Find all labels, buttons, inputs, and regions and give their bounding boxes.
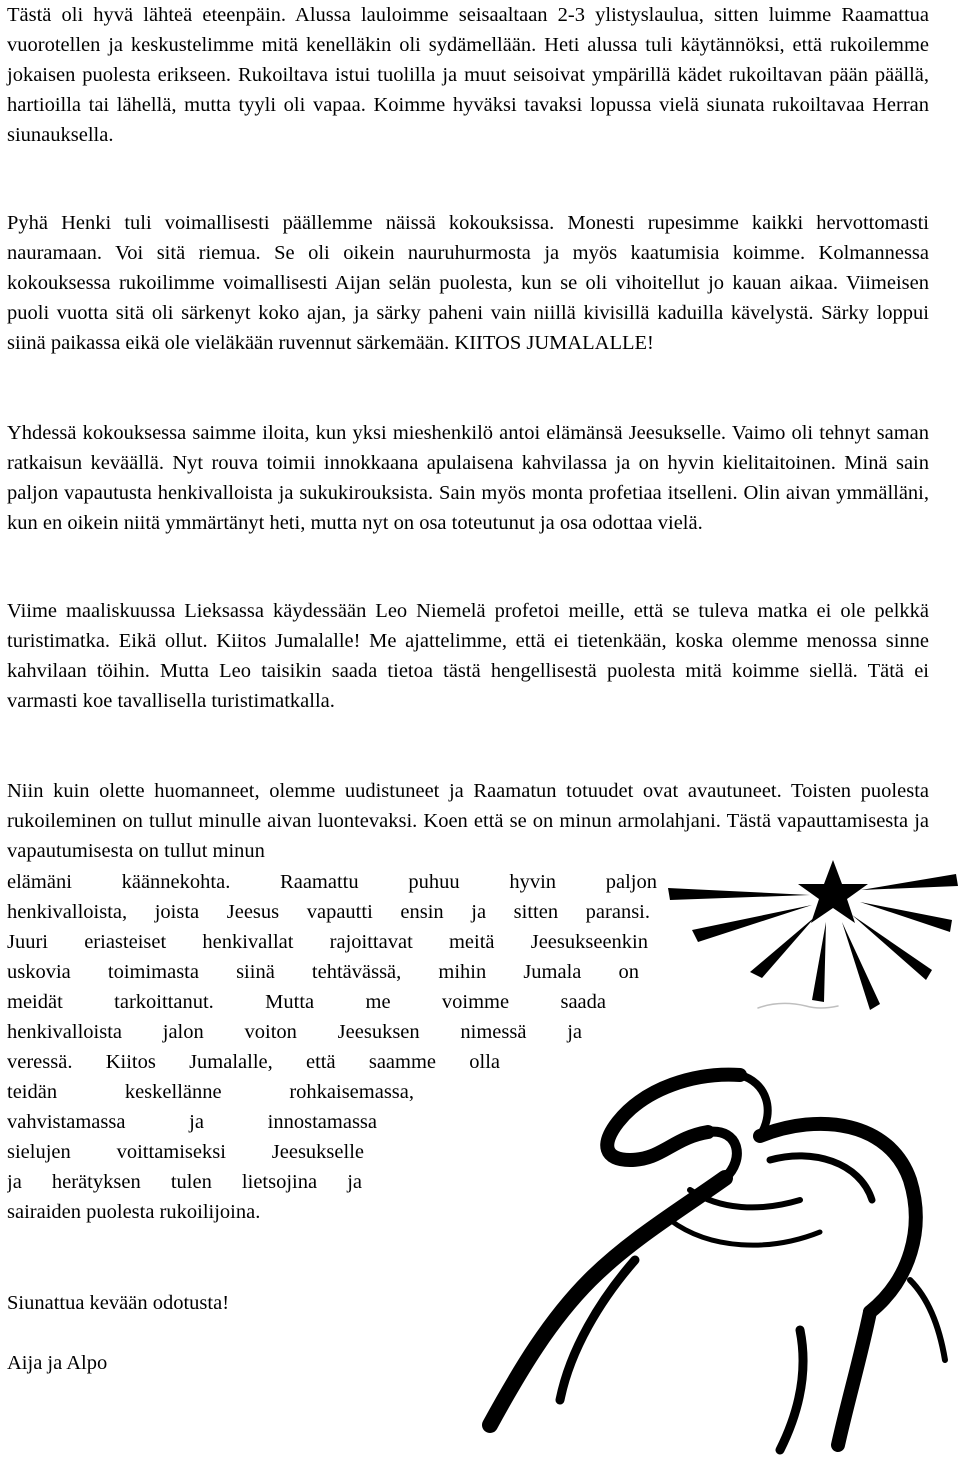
paragraph-holy-spirit: Pyhä Henki tuli voimallisesti päällemme näissä kokouksissa. Monesti rupesimme kaikki hervottomasti nauramaan. Voi sitä riemua. Se oli oikein nauruhurmosta ja myös kaatumisia koimme. Kolmannessa kokouksessa rukoilimme voimallisesti Aijan selän puolesta, kun se oli vihoitellut jo kauan aikaa. Viimeisen puoli vuotta sitä oli särkenyt koko ajan, ja särky paheni vain niillä kivisillä kaduilla kävelystä. Särky loppui siinä paikassa eikä ole vieläkään ruvennut särkemään. KIITOS JUMALALLE! [7, 212, 929, 354]
text-line: teidän keskellänne rohkaisemassa, [7, 1081, 414, 1103]
paragraph-prophecy: Viime maaliskuussa Lieksassa käydessään Leo Niemelä profetoi meille, että se tuleva matka ei ole pelkkä turistimatka. Eikä ollut. Kiitos Jumalalle! Me ajattelimme, että ei tietenkään, koska olemme menossa sinne kahvilaan töihin. Mutta Leo taisikin saada tietoa tästä hengellisestä puolesta mitä koimme siellä. Tätä ei varmasti koe tavallisella turistimatkalla. [7, 600, 929, 712]
text-line: henkivalloista, joista Jeesus vapautti ensin ja sitten paransi. [7, 901, 650, 923]
text-line: sairaiden puolesta rukoilijoina. [7, 1201, 261, 1223]
greeting: Siunattua kevään odotusta! [7, 1292, 230, 1314]
text-line: veressä. Kiitos Jumalalle, että saamme olla [7, 1051, 500, 1073]
star-icon [668, 860, 958, 1010]
text-line: elämäni käännekohta. Raamattu puhuu hyvin paljon [7, 871, 657, 893]
text-line: ja herätyksen tulen lietsojina ja [7, 1171, 362, 1193]
text-line: Juuri eriasteiset henkivallat rajoittavat meitä Jeesukseenkin [7, 931, 648, 953]
signature: Aija ja Alpo [7, 1352, 108, 1374]
star-and-camel-icon [440, 860, 960, 1465]
text-line: uskovia toimimasta siinä tehtävässä, mihin Jumala on [7, 961, 639, 983]
text-line: henkivalloista jalon voiton Jeesuksen nimessä ja [7, 1021, 582, 1043]
text-line: sielujen voittamiseksi Jeesukselle [7, 1141, 364, 1163]
paragraph-renewal: Niin kuin olette huomanneet, olemme uudistuneet ja Raamatun totuudet ovat avautuneet. Toisten puolesta rukoileminen on tullut minulle aivan luontevaksi. Koen että se on minun armolahjani. Tästä vapauttamisesta ja vapautumisesta on tullut minun [7, 780, 929, 862]
paragraph-meetings: Tästä oli hyvä lähteä eteenpäin. Alussa lauloimme seisaaltaan 2-3 ylistyslaulua, sitten luimme Raamattua vuorotellen ja keskustelimme mitä kenelläkin oli sydämellään. Heti alussa tuli käytännöksi, että rukoilemme jokaisen puolesta erikseen. Rukoiltava istui tuolilla ja muut seisoivat ympärillä kädet rukoiltavan pään päällä, hartioilla tai lähellä, mutta tyyli oli vapaa. Koimme hyväksi tavaksi lopussa vielä siunata rukoiltavaa Herran siunauksella. [7, 4, 929, 146]
text-line: meidät tarkoittanut. Mutta me voimme saada [7, 991, 606, 1013]
camel-icon [490, 1003, 945, 1450]
text-line: vahvistamassa ja innostamassa [7, 1111, 377, 1133]
paragraph-joy: Yhdessä kokouksessa saimme iloita, kun yksi mieshenkilö antoi elämänsä Jeesukselle. Vaimo oli tehnyt saman ratkaisun keväällä. Nyt rouva toimii innokkaana apulaisena kahvilassa ja on hyvin kielitaitoinen. Minä sain paljon vapautusta henkivalloista ja sukukirouksista. Sain myös monta profetiaa itselleni. Olin aivan ymmälläni, kun en oikein niitä ymmärtänyt heti, mutta nyt on osa toteutunut ja osa odottaa vielä. [7, 422, 929, 534]
